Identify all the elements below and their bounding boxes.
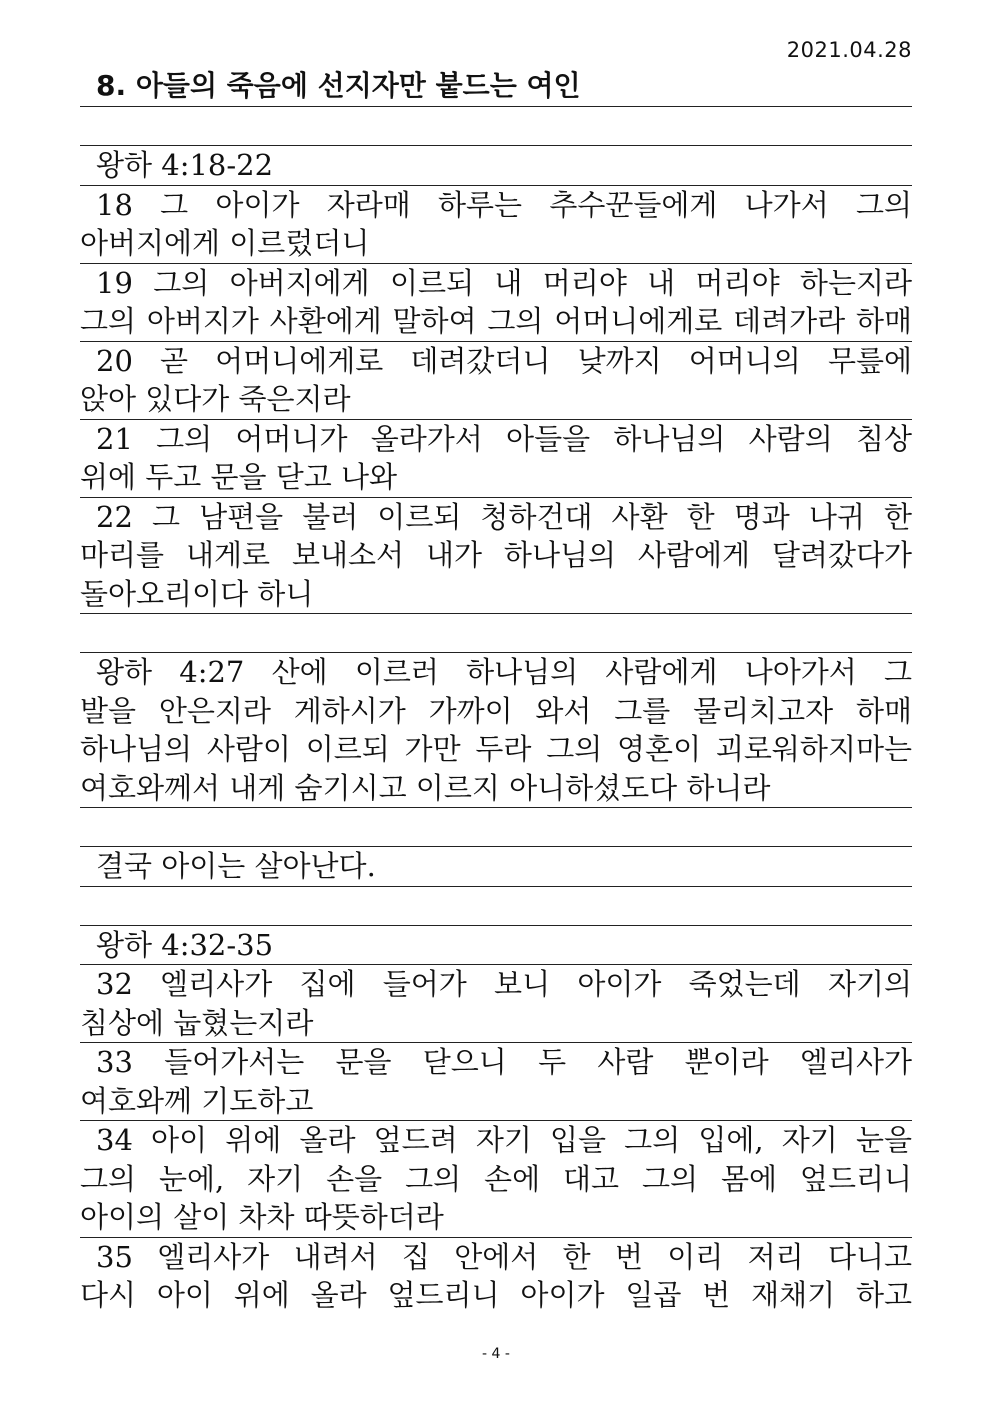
note-text-block: [80, 847, 912, 886]
verse-line: 여호와께 기도하고: [80, 1083, 314, 1118]
verse-line: 20 곧 어머니에게로 데려갔더니 낮까지 어머니의 무릎에: [96, 343, 912, 378]
note-text: 결국 아이는 살아난다.: [96, 849, 376, 883]
verse-line: 그의 아버지가 사환에게 말하여 그의 어머니에게로 데려가라 하매: [80, 304, 912, 338]
note-section: [80, 846, 912, 887]
verse-line: 다시 아이 위에 올라 엎드리니 아이가 일곱 번 재채기 하고: [80, 1278, 912, 1312]
passage-2kings-4-18-22: [80, 145, 912, 614]
verse-34: [80, 1120, 912, 1237]
page-number: - 4 -: [482, 1346, 510, 1362]
verse-20: [80, 341, 912, 419]
passage-2kings-4-27: [80, 652, 912, 808]
document-date: 2021.04.28: [786, 38, 912, 62]
verse-line: 마리를 내게로 보내소서 내가 하나님의 사람에게 달려갔다가: [80, 538, 912, 572]
verse-line: 아이의 살이 차차 따뜻하더라: [80, 1200, 444, 1234]
verse-line: 하나님의 사람이 이르되 가만 두라 그의 영혼이 괴로워하지마는: [80, 732, 912, 766]
passage-2kings-4-32-35: [80, 925, 912, 1315]
page-title: 8. 아들의 죽음에 선지자만 붙드는 여인: [80, 66, 912, 107]
verse-line: 21 그의 어머니가 올라가서 아들을 하나님의 사람의 침상: [96, 421, 912, 456]
verse-line: 발을 안은지라 게하시가 가까이 와서 그를 물리치고자 하매: [80, 693, 912, 728]
verse-line: 앉아 있다가 죽은지라: [80, 382, 351, 416]
verse-35: [80, 1237, 912, 1315]
section-gap: [80, 614, 912, 652]
verse-18: [80, 185, 912, 263]
section-gap: [80, 808, 912, 846]
verse-line: 위에 두고 문을 닫고 나와: [80, 460, 398, 494]
verse-27: [80, 653, 912, 807]
passage-reference: [80, 146, 912, 185]
verse-line: 침상에 눕혔는지라: [80, 1005, 314, 1040]
verse-22: [80, 497, 912, 614]
verse-line: 34 아이 위에 올라 엎드려 자기 입을 그의 입에, 자기 눈을: [96, 1123, 912, 1157]
verse-19: [80, 263, 912, 341]
verse-32: [80, 964, 912, 1042]
verse-line: 35 엘리사가 내려서 집 안에서 한 번 이리 저리 다니고: [96, 1239, 912, 1274]
verse-line: 18 그 아이가 자라매 하루는 추수꾼들에게 나가서 그의: [96, 187, 912, 222]
verse-line: 33 들어가서는 문을 닫으니 두 사람 뿐이라 엘리사가: [96, 1045, 912, 1079]
verse-line: 32 엘리사가 집에 들어가 보니 아이가 죽었는데 자기의: [96, 967, 912, 1001]
verse-line: 왕하 4:27 산에 이르러 하나님의 사람에게 나아가서 그: [96, 655, 912, 689]
verse-line: 아버지에게 이르렀더니: [80, 226, 370, 260]
verse-line: 돌아오리이다 하니: [80, 576, 314, 611]
reference-text: 왕하 4:32-35: [96, 927, 274, 962]
reference-text: 왕하 4:18-22: [96, 148, 274, 182]
verse-line: 여호와께서 내게 숨기시고 이르지 아니하셨도다 하니라: [80, 770, 771, 805]
section-gap: [80, 887, 912, 925]
verse-line: 22 그 남편을 불러 이르되 청하건대 사환 한 명과 나귀 한: [96, 499, 912, 534]
passage-reference: [80, 926, 912, 965]
verse-line: 19 그의 아버지에게 이르되 내 머리야 내 머리야 하는지라: [96, 265, 912, 300]
verse-line: 그의 눈에, 자기 손을 그의 손에 대고 그의 몸에 엎드리니: [80, 1161, 912, 1196]
verse-21: [80, 419, 912, 497]
verse-33: [80, 1042, 912, 1120]
document-body: [80, 145, 912, 1315]
